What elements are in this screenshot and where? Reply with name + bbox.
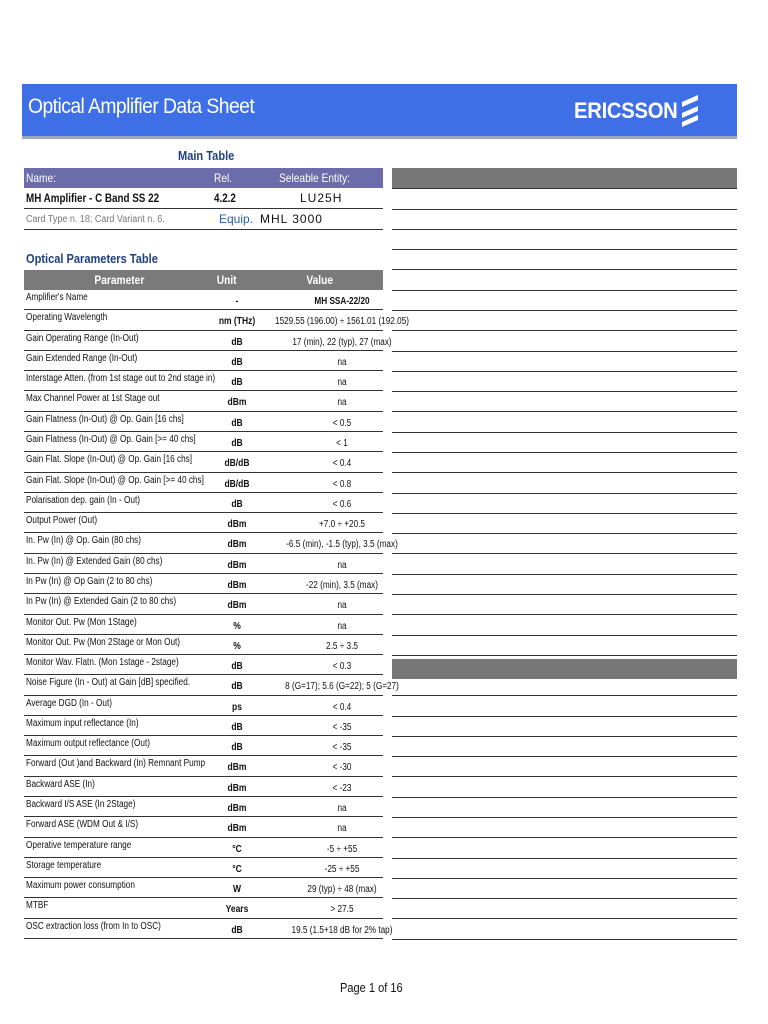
value-cell: < 1 bbox=[336, 437, 348, 449]
parameter-cell: Monitor Out. Pw (Mon 1Stage) bbox=[26, 616, 137, 628]
header-value: Value bbox=[306, 273, 334, 287]
parameter-cell: Gain Operating Range (In-Out) bbox=[26, 332, 139, 344]
table-row bbox=[24, 675, 399, 695]
parameter-cell: Interstage Atten. (from 1st stage out to 2nd stage in) bbox=[26, 373, 216, 385]
parameter-cell: Amplifier's Name bbox=[26, 292, 88, 303]
right-rule-line bbox=[392, 513, 737, 514]
parameter-cell: MTBF bbox=[26, 900, 49, 912]
value-cell: na bbox=[337, 356, 347, 368]
value-cell: < 0.8 bbox=[332, 478, 352, 490]
table-row bbox=[24, 574, 383, 594]
right-rule-line bbox=[392, 574, 737, 575]
right-rule-line bbox=[392, 209, 737, 210]
right-rule-line bbox=[392, 939, 737, 940]
table-row bbox=[24, 554, 383, 574]
value-cell: < 0.5 bbox=[332, 417, 352, 429]
unit-cell: dB bbox=[231, 498, 243, 510]
table-row bbox=[24, 371, 383, 391]
parameter-cell: Gain Extended Range (In-Out) bbox=[26, 352, 138, 364]
value-cell: na bbox=[337, 620, 347, 632]
unit-cell: dB bbox=[231, 377, 243, 389]
parameter-cell: Noise Figure (In - Out) at Gain [dB] specified. bbox=[26, 677, 191, 689]
value-cell: -5 ÷ +55 bbox=[326, 843, 358, 855]
value-cell: < 0.6 bbox=[332, 498, 352, 510]
table-row bbox=[24, 331, 392, 351]
optical-table-title: Optical Parameters Table bbox=[26, 251, 158, 266]
optical-table-header bbox=[24, 270, 383, 290]
table-row bbox=[24, 391, 383, 411]
right-rule-line bbox=[392, 797, 737, 798]
equip-value: MHL 3000 bbox=[260, 212, 323, 226]
value-cell: na bbox=[337, 559, 347, 571]
card-info: Card Type n. 18; Card Variant n. 6. bbox=[26, 214, 165, 225]
table-row bbox=[24, 432, 383, 452]
unit-cell: dB bbox=[231, 417, 243, 429]
table-row bbox=[24, 452, 383, 472]
unit-cell: dBm bbox=[227, 579, 247, 591]
right-rule-line bbox=[392, 432, 737, 433]
value-cell: < 0.3 bbox=[332, 661, 352, 673]
header-banner bbox=[22, 84, 737, 136]
parameter-cell: Average DGD (In - Out) bbox=[26, 697, 112, 709]
parameter-cell: Monitor Wav. Flatn. (Mon 1stage - 2stage) bbox=[26, 657, 179, 669]
unit-cell: °C bbox=[232, 843, 242, 855]
right-rule-line bbox=[392, 756, 737, 757]
value-cell: < -35 bbox=[332, 721, 352, 733]
value-cell: +7.0 ÷ +20.5 bbox=[319, 519, 365, 531]
parameter-cell: Operative temperature range bbox=[26, 839, 132, 851]
value-cell: -6.5 (min), -1.5 (typ), 3.5 (max) bbox=[286, 539, 398, 551]
unit-cell: % bbox=[233, 640, 241, 652]
value-cell: 29 (typ) ÷ 48 (max) bbox=[307, 884, 377, 896]
unit-cell: dB bbox=[231, 924, 243, 936]
unit-cell: Years bbox=[225, 904, 249, 916]
table-row bbox=[24, 817, 383, 837]
parameter-cell: In Pw (In) @ Op Gain (2 to 80 chs) bbox=[26, 575, 153, 587]
table-row bbox=[24, 756, 383, 776]
unit-cell: dB bbox=[231, 661, 243, 673]
value-cell: < 0.4 bbox=[332, 458, 352, 470]
right-rule-line bbox=[392, 594, 737, 595]
unit-cell: nm (THz) bbox=[218, 316, 256, 328]
header-rel: Rel. bbox=[214, 171, 233, 185]
parameter-cell: Backward ASE (In) bbox=[26, 778, 95, 790]
right-rule-line bbox=[392, 655, 737, 656]
header-unit: Unit bbox=[216, 273, 237, 287]
table-row bbox=[24, 290, 383, 310]
right-rule-line bbox=[392, 472, 737, 473]
main-table-title: Main Table bbox=[178, 148, 235, 163]
header-name: Name: bbox=[26, 171, 57, 185]
header-parameter: Parameter bbox=[94, 273, 145, 287]
unit-cell: dB bbox=[231, 721, 243, 733]
unit-cell: dB/dB bbox=[224, 478, 250, 490]
parameter-cell: Maximum power consumption bbox=[26, 880, 135, 892]
parameter-cell: Gain Flatness (In-Out) @ Op. Gain [>= 40 chs] bbox=[26, 433, 196, 445]
value-cell: 1529.55 (196.00) ÷ 1561.01 (192.05) bbox=[275, 316, 409, 328]
parameter-cell: Storage temperature bbox=[26, 859, 102, 871]
value-cell: > 27.5 bbox=[330, 904, 354, 916]
value-cell: 19.5 (1.5+18 dB for 2% tap) bbox=[291, 924, 393, 936]
unit-cell: dBm bbox=[227, 600, 247, 612]
right-rule-line bbox=[392, 837, 737, 838]
parameter-cell: Gain Flat. Slope (In-Out) @ Op. Gain [>= 40 chs] bbox=[26, 474, 204, 486]
right-rule-line bbox=[392, 269, 737, 270]
table-row bbox=[24, 533, 398, 553]
unit-cell: dBm bbox=[227, 782, 247, 794]
right-header-band bbox=[392, 168, 737, 188]
table-row bbox=[24, 615, 383, 635]
unit-cell: dB bbox=[231, 356, 243, 368]
unit-cell: dBm bbox=[227, 397, 247, 409]
right-rule-line bbox=[392, 898, 737, 899]
main-table-header bbox=[24, 168, 383, 188]
parameter-cell: In Pw (In) @ Extended Gain (2 to 80 chs) bbox=[26, 596, 177, 608]
parameter-cell: Polarisation dep. gain (In - Out) bbox=[26, 494, 140, 506]
unit-cell: dBm bbox=[227, 762, 247, 774]
table-row bbox=[24, 878, 383, 898]
table-row bbox=[24, 919, 393, 939]
table-row bbox=[24, 777, 383, 797]
product-name: MH Amplifier - C Band SS 22 bbox=[26, 191, 160, 205]
value-cell: 17 (min), 22 (typ), 27 (max) bbox=[292, 336, 392, 348]
table-row bbox=[24, 594, 383, 614]
right-rule-line bbox=[392, 371, 737, 372]
main-table-row-card bbox=[24, 209, 383, 230]
unit-cell: dBm bbox=[227, 803, 247, 815]
value-cell: < -23 bbox=[332, 782, 352, 794]
parameter-cell: Gain Flatness (In-Out) @ Op. Gain [16 chs] bbox=[26, 413, 184, 425]
parameter-cell: Forward ASE (WDM Out & I/S) bbox=[26, 819, 139, 831]
unit-cell: dB bbox=[231, 742, 243, 754]
right-rule-line bbox=[392, 330, 737, 331]
value-cell: na bbox=[337, 823, 347, 835]
unit-cell: ps bbox=[232, 701, 242, 713]
right-rule-line bbox=[392, 310, 737, 311]
table-row bbox=[24, 351, 383, 371]
value-cell: 2.5 ÷ 3.5 bbox=[326, 640, 358, 652]
unit-cell: dB/dB bbox=[224, 458, 250, 470]
value-cell: na bbox=[337, 600, 347, 612]
right-rule-line bbox=[392, 229, 737, 230]
table-row bbox=[24, 493, 383, 513]
value-cell: < -35 bbox=[332, 742, 352, 754]
unit-cell: dB bbox=[231, 336, 243, 348]
table-row bbox=[24, 412, 383, 432]
value-cell: na bbox=[337, 397, 347, 409]
value-cell: na bbox=[337, 803, 347, 815]
right-rule-line bbox=[392, 351, 737, 352]
parameter-cell: Maximum input reflectance (In) bbox=[26, 717, 139, 729]
right-rule-line bbox=[392, 716, 737, 717]
main-table-row-product bbox=[24, 188, 383, 209]
logo-text: ERICSSON bbox=[574, 98, 678, 123]
right-rule-line bbox=[392, 553, 737, 554]
unit-cell: dBm bbox=[227, 519, 247, 531]
page-number: Page 1 of 16 bbox=[340, 980, 403, 995]
table-row bbox=[24, 797, 383, 817]
ericsson-logo bbox=[574, 95, 704, 127]
unit-cell: - bbox=[235, 296, 239, 307]
table-row bbox=[24, 310, 409, 330]
table-row bbox=[24, 635, 383, 655]
document-title: Optical Amplifier Data Sheet bbox=[28, 95, 255, 118]
parameter-cell: Backward I/S ASE (In 2Stage) bbox=[26, 799, 136, 811]
parameter-cell: Monitor Out. Pw (Mon 2Stage or Mon Out) bbox=[26, 636, 181, 648]
unit-cell: dB bbox=[231, 437, 243, 449]
unit-cell: dBm bbox=[227, 823, 247, 835]
table-row bbox=[24, 473, 383, 493]
table-row bbox=[24, 696, 383, 716]
product-release: 4.2.2 bbox=[214, 191, 236, 205]
value-cell: 8 (G=17); 5.6 (G=22); 5 (G=27) bbox=[285, 681, 399, 693]
unit-cell: % bbox=[233, 620, 241, 632]
table-row bbox=[24, 716, 383, 736]
table-row bbox=[24, 513, 383, 533]
right-rule-line bbox=[392, 858, 737, 859]
product-entity: LU25H bbox=[300, 191, 343, 205]
right-rule-line bbox=[392, 493, 737, 494]
ericsson-mark-icon bbox=[678, 94, 702, 128]
right-rule-line bbox=[392, 411, 737, 412]
right-rule-line bbox=[392, 635, 737, 636]
parameter-cell: In. Pw (In) @ Op. Gain (80 chs) bbox=[26, 535, 141, 547]
right-rule-line bbox=[392, 817, 737, 818]
unit-cell: dBm bbox=[227, 559, 247, 571]
value-cell: < 0.4 bbox=[332, 701, 352, 713]
parameter-cell: In. Pw (In) @ Extended Gain (80 chs) bbox=[26, 555, 163, 567]
right-rule-line bbox=[392, 188, 737, 189]
right-rule-line bbox=[392, 391, 737, 392]
right-rule-line bbox=[392, 695, 737, 696]
right-rule-line bbox=[392, 614, 737, 615]
value-cell: -22 (min), 3.5 (max) bbox=[305, 579, 378, 591]
table-row bbox=[24, 838, 383, 858]
unit-cell: dBm bbox=[227, 539, 247, 551]
parameter-cell: OSC extraction loss (from In to OSC) bbox=[26, 920, 161, 932]
right-rule-line bbox=[392, 533, 737, 534]
right-rule-line bbox=[392, 918, 737, 919]
unit-cell: W bbox=[232, 884, 242, 896]
parameter-cell: Max Channel Power at 1st Stage out bbox=[26, 393, 160, 405]
value-cell: < -30 bbox=[332, 762, 352, 774]
equip-label: Equip. bbox=[219, 212, 254, 226]
header-entity: Seleable Entity: bbox=[279, 171, 350, 185]
value-cell: na bbox=[337, 377, 347, 389]
right-rule-line bbox=[392, 878, 737, 879]
unit-cell: dB bbox=[231, 681, 243, 693]
value-cell: MH SSA-22/20 bbox=[314, 296, 370, 307]
right-gray-band bbox=[392, 659, 737, 679]
right-rule-line bbox=[392, 249, 737, 250]
unit-cell: °C bbox=[232, 863, 242, 875]
table-row bbox=[24, 655, 383, 675]
table-row bbox=[24, 736, 383, 756]
parameter-cell: Output Power (Out) bbox=[26, 515, 98, 527]
right-rule-line bbox=[392, 736, 737, 737]
parameter-cell: Forward (Out )and Backward (In) Remnant Pump bbox=[26, 758, 206, 770]
parameter-cell: Gain Flat. Slope (In-Out) @ Op. Gain [16 chs] bbox=[26, 454, 193, 466]
value-cell: -25 ÷ +55 bbox=[324, 863, 360, 875]
right-rule-line bbox=[392, 452, 737, 453]
parameter-cell: Operating Wavelength bbox=[26, 312, 108, 324]
table-row bbox=[24, 858, 383, 878]
right-rule-line bbox=[392, 776, 737, 777]
banner-shadow bbox=[22, 136, 737, 139]
table-row bbox=[24, 898, 383, 918]
right-rule-line bbox=[392, 290, 737, 291]
parameter-cell: Maximum output reflectance (Out) bbox=[26, 738, 150, 750]
